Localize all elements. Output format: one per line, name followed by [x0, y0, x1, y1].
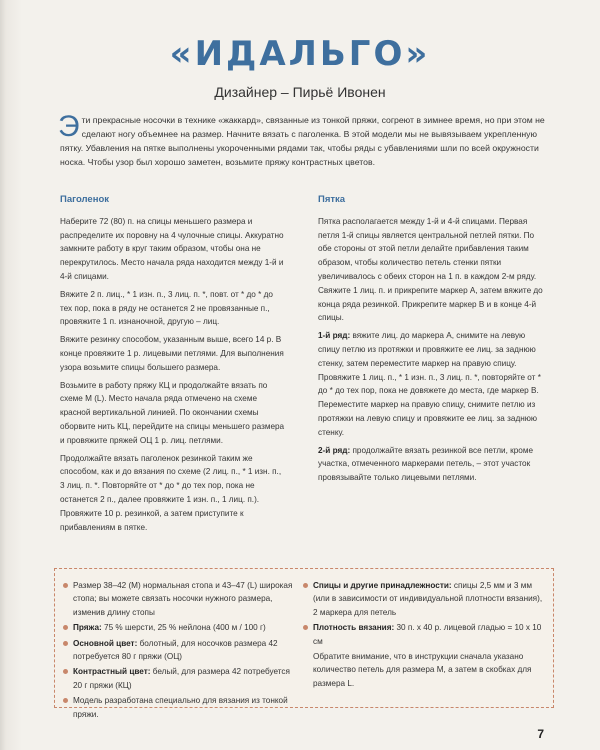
row-2-instruction: [318, 444, 544, 485]
bullet-icon: [63, 698, 68, 703]
bullet-icon: [63, 583, 68, 588]
info-text: Размер 38–42 (M) нормальная стопа и 43–47 (L) широкая стопа; вы можете связать носочки нужного размера, изменив длину стопы: [73, 581, 293, 617]
info-text: болотный, для носочков размера 42 потребуется 80 г пряжи (ОЦ): [73, 638, 278, 662]
row-1-instruction: [318, 329, 544, 439]
bullet-icon: [63, 641, 68, 646]
designer-credit: Дизайнер – Пирьё Ивонен: [214, 84, 386, 100]
paragraph: Вяжите резинку способом, указанным выше, всего 14 р. В конце провяжите 1 р. лицевыми петлями. Для выполнения узора возьмите спицы большего размера.: [60, 335, 284, 372]
info-text: Модель разработана специально для вязания из тонкой пряжи.: [73, 696, 288, 719]
info-label: Контрастный цвет:: [73, 667, 151, 677]
info-box-right-column: [303, 579, 547, 692]
row-2-label: 2-й ряд:: [318, 445, 351, 455]
right-column: [318, 193, 544, 489]
intro-paragraph: [58, 110, 546, 169]
left-column: [60, 193, 286, 538]
row-2-text: продолжайте вязать резинкой все петли, кроме участка, отмеченного маркерами петель, – этот участок провязывайте только лицевыми петлями.: [318, 445, 534, 483]
info-text: спицы 2,5 мм и 3 мм (или в зависимости от индивидуальной плотности вязания), 2 маркера для петель: [313, 581, 543, 617]
paragraph: Продолжайте вязать паголенок резинкой таким же способом, как и до вязания по схеме (2 лиц. п., * 1 изн. п., 3 лиц. п. *. Повторяйте от * до * до тех пор, пока не останется 2 п., далее провяжите 1 изн. п., 1 лиц. п.). Провяжите 10 р. резинкой, а затем приступите к прибавлениям в пятке.: [60, 453, 282, 532]
bullet-icon: [303, 583, 308, 588]
bullet-icon: [303, 625, 308, 630]
info-box-left-column: [63, 579, 295, 723]
info-item-contrast-color: [63, 665, 295, 692]
info-text: белый, для размера 42 потребуется 20 г пряжи (КЦ): [73, 667, 290, 690]
intro-text: ти прекрасные носочки в технике «жаккард», связанные из тонкой пряжи, согреют в зимнее время, но при этом не сделают ногу объемнее на размер. Начните вязать с паголенка. В этой модели мы не вывязываем укрепленную пятку. Убавления на пятке выполнены укороченными рядами так, чтобы ряды с убавлениями шли по всей окружности носка. Чтобы узор был хорошо заметен, возьмите пряжу контрастных цветов.: [60, 115, 545, 167]
info-item-main-color: [63, 637, 295, 664]
materials-info-box: [54, 568, 554, 719]
paragraph: Пятка располагается между 1-й и 4-й спицами. Первая петля 1-й спицы является центральной петлей пятки. По обе стороны от этой петли делайте прибавления таким образом, чтобы количество петель стенки пятки увеличивалось с обеих сторон на 1 п. в каждом 2-м ряду. Свяжите 1 лиц. п. и прикрепите маркер А, затем вяжите до конца ряда резинкой. Прикрепите маркер В и в конце 4-й спицы.: [318, 216, 543, 323]
page-title: «ИДАЛЬГО»: [169, 34, 431, 74]
info-label: Основной цвет:: [73, 638, 138, 648]
info-label: Пряжа:: [73, 623, 102, 633]
paragraph: Возьмите в работу пряжу КЦ и продолжайте вязать по схеме М (L). Место начала ряда отмечено на схеме красной вертикальной линией. По окончании схемы оборвите нить КЦ, перейдите на спицы меньшего размера и провяжите пряжей ОЦ 1 р. лиц. петлями.: [60, 380, 285, 445]
info-item-gauge: [303, 621, 547, 648]
paragraph: Наберите 72 (80) п. на спицы меньшего размера и распределите их поровну на 4 чулочные спицы. Аккуратно замкните работу в круг таким образом, чтобы она не перекрутилось. Место начала ряда находится между 1-й и 4-й спицами.: [60, 216, 284, 281]
info-item-needles: [303, 579, 547, 619]
info-item-fine-yarn: [63, 694, 295, 721]
info-text: 75 % шерсти, 25 % нейлона (400 м / 100 г): [101, 623, 266, 633]
row-1-label: 1-й ряд:: [318, 331, 351, 341]
info-item-size: [63, 579, 295, 619]
info-label: Плотность вязания:: [313, 623, 395, 633]
info-label: Спицы и другие принадлежности:: [313, 581, 452, 590]
info-item-yarn: [63, 621, 295, 634]
section-heading-cuff: Паголенок: [60, 194, 109, 205]
paragraph: Вяжите 2 п. лиц., * 1 изн. п., 3 лиц. п. *, повт. от * до * до тех пор, пока в ряду не останется 2 не провязанные п., провяжите 1 п. изнаночной, другую – лиц.: [60, 289, 273, 327]
bullet-icon: [63, 625, 68, 630]
bullet-icon: [63, 669, 68, 674]
row-1-text: вяжите лиц. до маркера А, снимите на левую спицу петлю из протяжки и провяжите ее лиц. за заднюю стенку, затем переместите маркер на правую спицу. Провяжите 1 лиц. п., * 1 изн. п., 3 лиц. п. *, повторяйте от * до * до тех пор, пока не довяжете до места, где маркер В. Переместите маркер на правую спицу, снимите петлю из протяжки на левую спицу и провяжите ее лиц. за заднюю стенку.: [318, 331, 541, 437]
page-number: 7: [537, 727, 544, 741]
info-note: Обратите внимание, что в инструкции сначала указано количество петель для размера М, а затем в скобках для размера L.: [313, 652, 532, 688]
drop-cap: Э: [58, 110, 80, 143]
info-text: 30 п. х 40 р. лицевой гладью = 10 х 10 см: [313, 623, 542, 646]
section-heading-heel: Пятка: [318, 194, 346, 205]
